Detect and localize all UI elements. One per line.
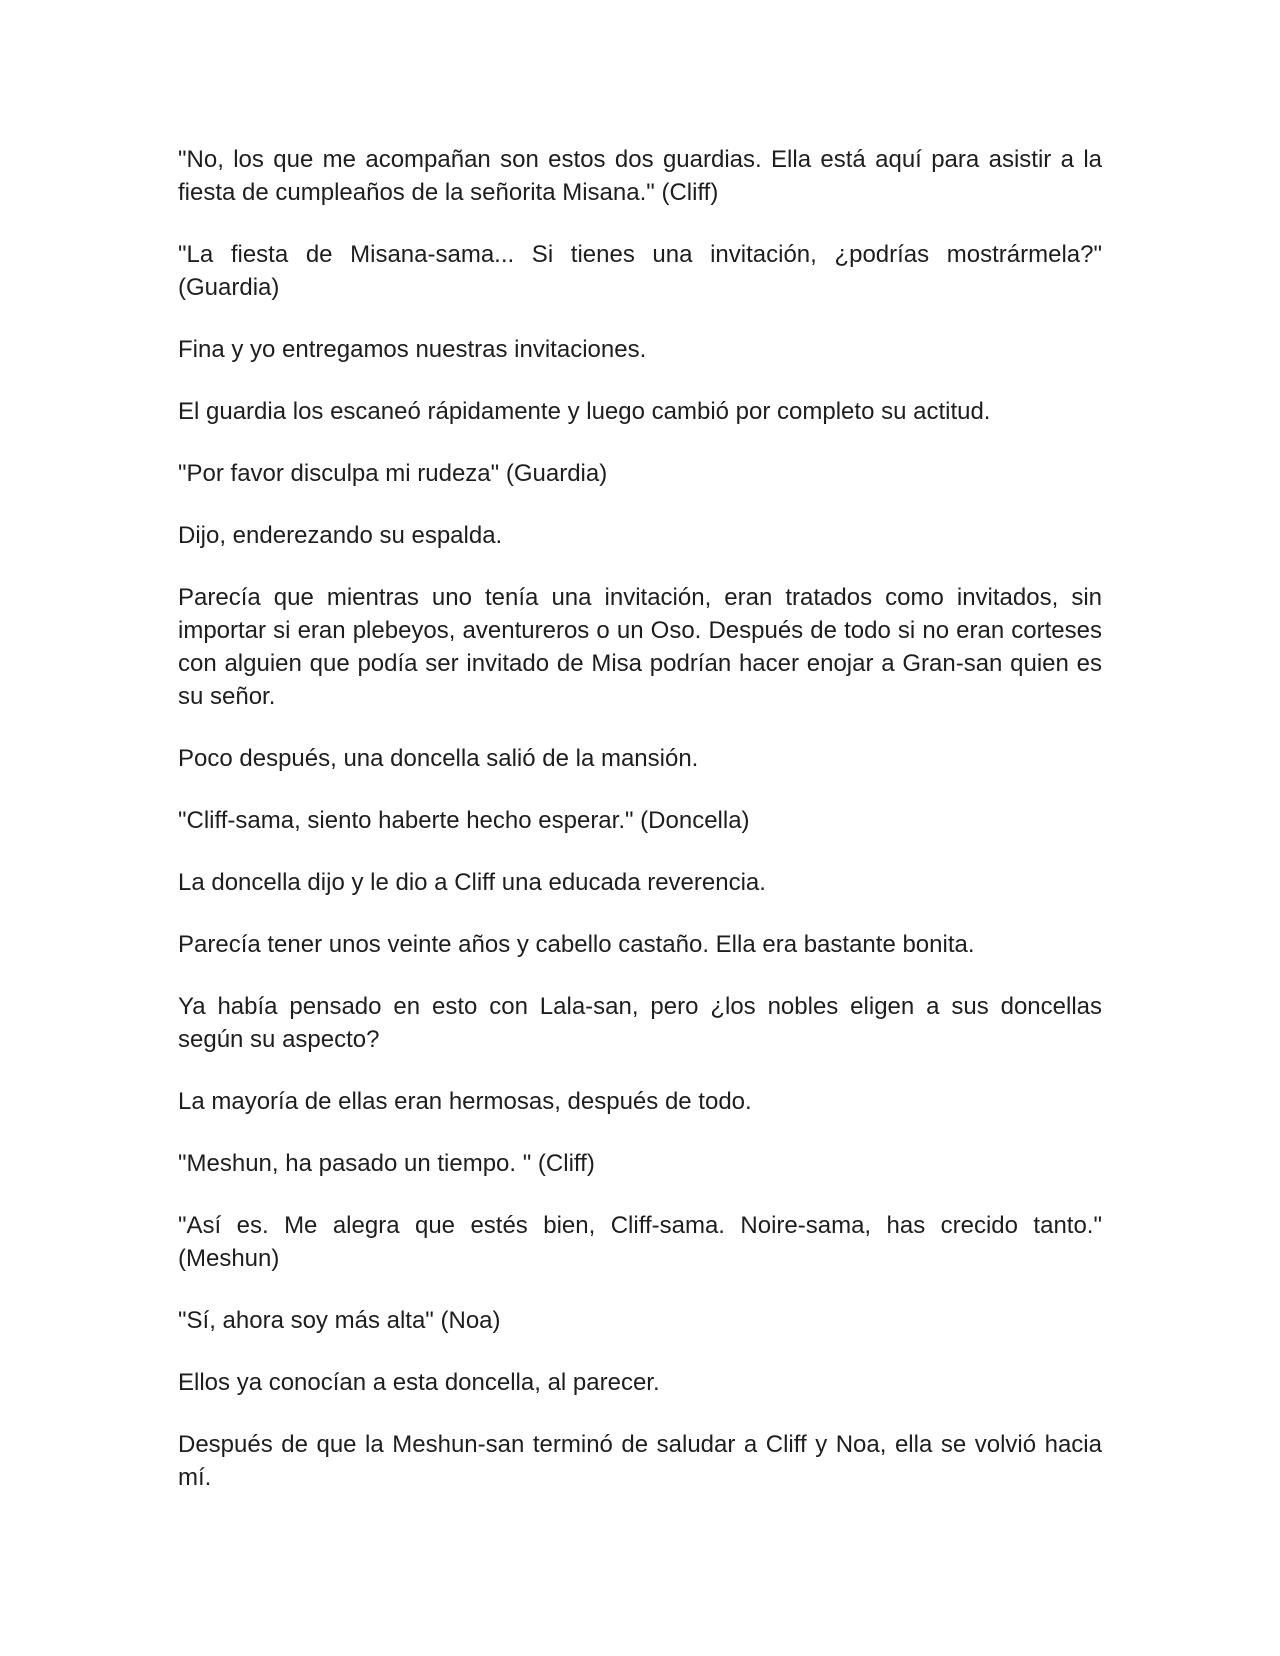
paragraph: Parecía tener unos veinte años y cabello castaño. Ella era bastante bonita. xyxy=(178,931,975,958)
paragraph: "Sí, ahora soy más alta" (Noa) xyxy=(178,1307,501,1334)
paragraph: "Cliff-sama, siento haberte hecho esperar." (Doncella) xyxy=(178,807,750,834)
paragraph: Fina y yo entregamos nuestras invitaciones. xyxy=(178,336,647,363)
document-body xyxy=(178,143,1102,1523)
paragraph: "La fiesta de Misana-sama... Si tienes una invitación, ¿podrías mostrármela?" (Guardia) xyxy=(178,241,1102,301)
paragraph: Después de que la Meshun-san terminó de saludar a Cliff y Noa, ella se volvió hacia mí. xyxy=(178,1431,1102,1491)
paragraph: "Así es. Me alegra que estés bien, Cliff-sama. Noire-sama, has crecido tanto." (Meshun) xyxy=(178,1212,1102,1272)
paragraph: La doncella dijo y le dio a Cliff una educada reverencia. xyxy=(178,869,766,896)
paragraph: La mayoría de ellas eran hermosas, después de todo. xyxy=(178,1088,752,1115)
paragraph: "No, los que me acompañan son estos dos guardias. Ella está aquí para asistir a la fiesta de cumpleaños de la señorita Misana." (Cliff) xyxy=(178,146,1102,206)
paragraph: Poco después, una doncella salió de la mansión. xyxy=(178,745,699,772)
paragraph: Ellos ya conocían a esta doncella, al parecer. xyxy=(178,1369,660,1396)
paragraph: "Por favor disculpa mi rudeza" (Guardia) xyxy=(178,460,608,487)
paragraph: Dijo, enderezando su espalda. xyxy=(178,522,503,549)
paragraph: El guardia los escaneó rápidamente y luego cambió por completo su actitud. xyxy=(178,398,991,425)
paragraph: "Meshun, ha pasado un tiempo. " (Cliff) xyxy=(178,1150,595,1177)
paragraph: Ya había pensado en esto con Lala-san, pero ¿los nobles eligen a sus doncellas según su aspecto? xyxy=(178,993,1102,1053)
paragraph: Parecía que mientras uno tenía una invitación, eran tratados como invitados, sin importar si eran plebeyos, aventureros o un Oso. Después de todo si no eran corteses con alguien que podía ser invitado de Misa podrían hacer enojar a Gran-san quien es su señor. xyxy=(178,584,1102,710)
